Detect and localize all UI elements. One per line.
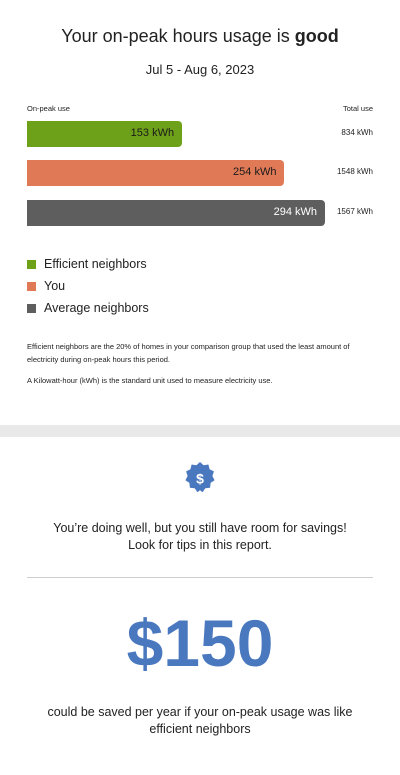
- efficient-neighbors-note: Efficient neighbors are the 20% of homes in your comparison group that used the least amount of electricity during on-peak hours this period.: [27, 342, 350, 364]
- bar-value-label: 254 kWh: [233, 166, 277, 178]
- page-title: Your on-peak hours usage is good: [61, 26, 339, 46]
- bar-row-efficient-neighbors: [27, 121, 373, 147]
- bar-value-label: 294 kWh: [273, 206, 317, 218]
- savings-message: You’re doing well, but you still have room for savings! Look for tips in this report.: [53, 521, 347, 552]
- legend: [27, 253, 149, 319]
- bar-efficient-neighbors: [27, 121, 182, 147]
- bar-average-neighbors: [27, 200, 325, 226]
- legend-swatch: [27, 304, 36, 313]
- kwh-note: A Kilowatt-hour (kWh) is the standard unit used to measure electricity use.: [27, 376, 273, 385]
- legend-item-you: [27, 275, 149, 297]
- svg-text:$: $: [196, 470, 204, 487]
- total-use-value: 834 kWh: [341, 128, 373, 137]
- savings-amount: $150: [126, 606, 274, 680]
- legend-label: Average neighbors: [44, 301, 149, 315]
- legend-label: You: [44, 279, 66, 293]
- total-use-value: 1548 kWh: [336, 167, 373, 176]
- date-range: Jul 5 - Aug 6, 2023: [145, 62, 255, 77]
- legend-item-average-neighbors: [27, 297, 149, 319]
- bar-row-average-neighbors: [27, 200, 373, 226]
- legend-swatch: [27, 282, 36, 291]
- legend-swatch: [27, 260, 36, 269]
- divider: [27, 577, 373, 578]
- bar-value-label: 153 kWh: [130, 127, 175, 139]
- on-peak-use-label: On-peak use: [27, 104, 70, 113]
- legend-label: Efficient neighbors: [44, 257, 147, 271]
- legend-item-efficient-neighbors: [27, 253, 149, 275]
- savings-explanation: could be saved per year if your on-peak usage was like efficient neighbors: [47, 705, 353, 736]
- dollar-badge-icon: [183, 461, 217, 495]
- total-use-value: 1567 kWh: [336, 207, 373, 216]
- bar-you: [27, 160, 284, 186]
- usage-rating: good: [294, 26, 339, 46]
- bar-row-you: [27, 160, 373, 186]
- total-use-label: Total use: [342, 104, 373, 113]
